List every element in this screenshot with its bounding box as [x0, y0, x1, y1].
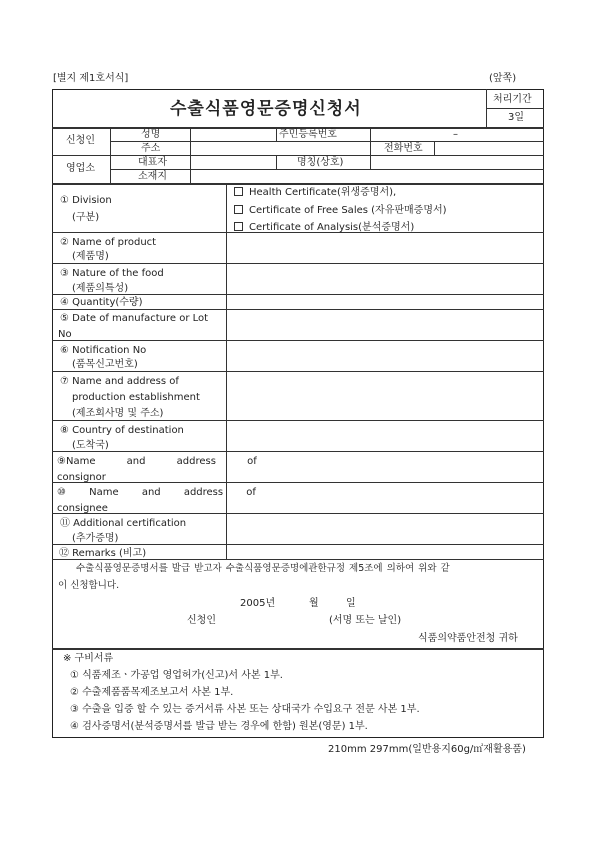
item-quantity: ④ Quantity(수량)	[60, 297, 143, 308]
item-product-name: ② Name of product	[60, 237, 157, 248]
location-label: 소재지	[138, 171, 167, 182]
item-additional-cert: ⑪ Additional certification	[60, 518, 187, 529]
option-free-sales[interactable]: Certificate of Free Sales (자유판매증명서)	[234, 205, 447, 217]
item-notification-no: ⑥ Notification No	[60, 345, 147, 356]
business-name-label: 명칭(상호)	[297, 157, 344, 168]
item-division: ① Division	[60, 195, 112, 206]
item-notification-no-ko: (품목신고번호)	[72, 359, 138, 370]
form-title: 수출식품영문증명신청서	[170, 99, 362, 119]
representative-label: 대표자	[138, 157, 167, 168]
document-item: ③ 수출을 입증 할 수 있는 증거서류 사본 또는 상대국가 수입요구 전문 사본 1부.	[70, 704, 420, 715]
item-consignor-cont: consignor	[57, 472, 106, 483]
applicant-section-label: 신청인	[66, 135, 95, 146]
option-health-certificate[interactable]: Health Certificate(위생증명서),	[234, 187, 396, 199]
rrn-dash: –	[453, 129, 458, 140]
documents-heading: ※ 구비서류	[63, 653, 114, 664]
document-item: ② 수출제품품목제조보고서 사본 1부.	[70, 687, 234, 698]
item-manufacture-date-cont: No	[58, 329, 72, 340]
item-nature: ③ Nature of the food	[60, 268, 164, 279]
item-destination: ⑧ Country of destination	[60, 425, 184, 436]
item-remarks: ⑫ Remarks (비고)	[59, 548, 147, 559]
declaration-line2: 이 신청합니다.	[58, 580, 120, 591]
signature-label: (서명 또는 날인)	[329, 615, 402, 626]
item-consignor: ⑨Name and address of	[57, 456, 257, 467]
item-nature-ko: (제품의특성)	[72, 283, 129, 294]
item-consignee-cont: consignee	[57, 503, 108, 514]
item-establishment-cont: production establishment	[72, 392, 200, 403]
checkbox-icon[interactable]	[234, 187, 243, 196]
item-additional-cert-ko: (추가증명)	[72, 533, 119, 544]
phone-label: 전화번호	[384, 143, 423, 154]
page-side: (앞쪽)	[489, 73, 517, 84]
recipient: 식품의약품안전청 귀하	[418, 633, 518, 644]
checkbox-icon[interactable]	[234, 222, 243, 231]
paper-size: 210mm 297mm(일반용지60g/㎡재활용품)	[328, 744, 526, 755]
date-year: 2005년	[240, 598, 276, 609]
item-destination-ko: (도착국)	[72, 440, 109, 451]
date-month: 월	[309, 598, 319, 609]
item-consignee: ⑩ Name and address of	[57, 487, 256, 498]
document-item: ④ 검사증명서(분석증명서를 발급 받는 경우에 한함) 원본(영문) 1부.	[70, 721, 368, 732]
item-manufacture-date: ⑤ Date of manufacture or Lot	[60, 313, 209, 324]
item-establishment-ko: (제조회사명 및 주소)	[72, 408, 164, 419]
name-label: 성명	[141, 129, 161, 140]
form-id: [별지 제1호서식]	[53, 73, 129, 84]
processing-period-value: 3일	[508, 112, 525, 123]
item-establishment: ⑦ Name and address of	[60, 376, 179, 387]
declaration-line1: 수출식품영문증명서를 발급 받고자 수출식품영문증명에관한규정 제5조에 의하여 위와 같	[76, 563, 450, 574]
address-label: 주소	[141, 143, 161, 154]
item-product-name-ko: (제품명)	[72, 251, 109, 262]
processing-period-label: 처리기간	[493, 94, 532, 105]
signer-label: 신청인	[187, 615, 216, 626]
document-item: ① 식품제조ㆍ가공업 영업허가(신고)서 사본 1부.	[70, 670, 283, 681]
business-section-label: 영업소	[66, 163, 95, 174]
rrn-label: 주민등록번호	[279, 129, 337, 140]
item-division-ko: (구분)	[72, 212, 100, 223]
date-day: 일	[346, 598, 356, 609]
option-analysis[interactable]: Certificate of Analysis(분석증명서)	[234, 222, 414, 234]
checkbox-icon[interactable]	[234, 205, 243, 214]
